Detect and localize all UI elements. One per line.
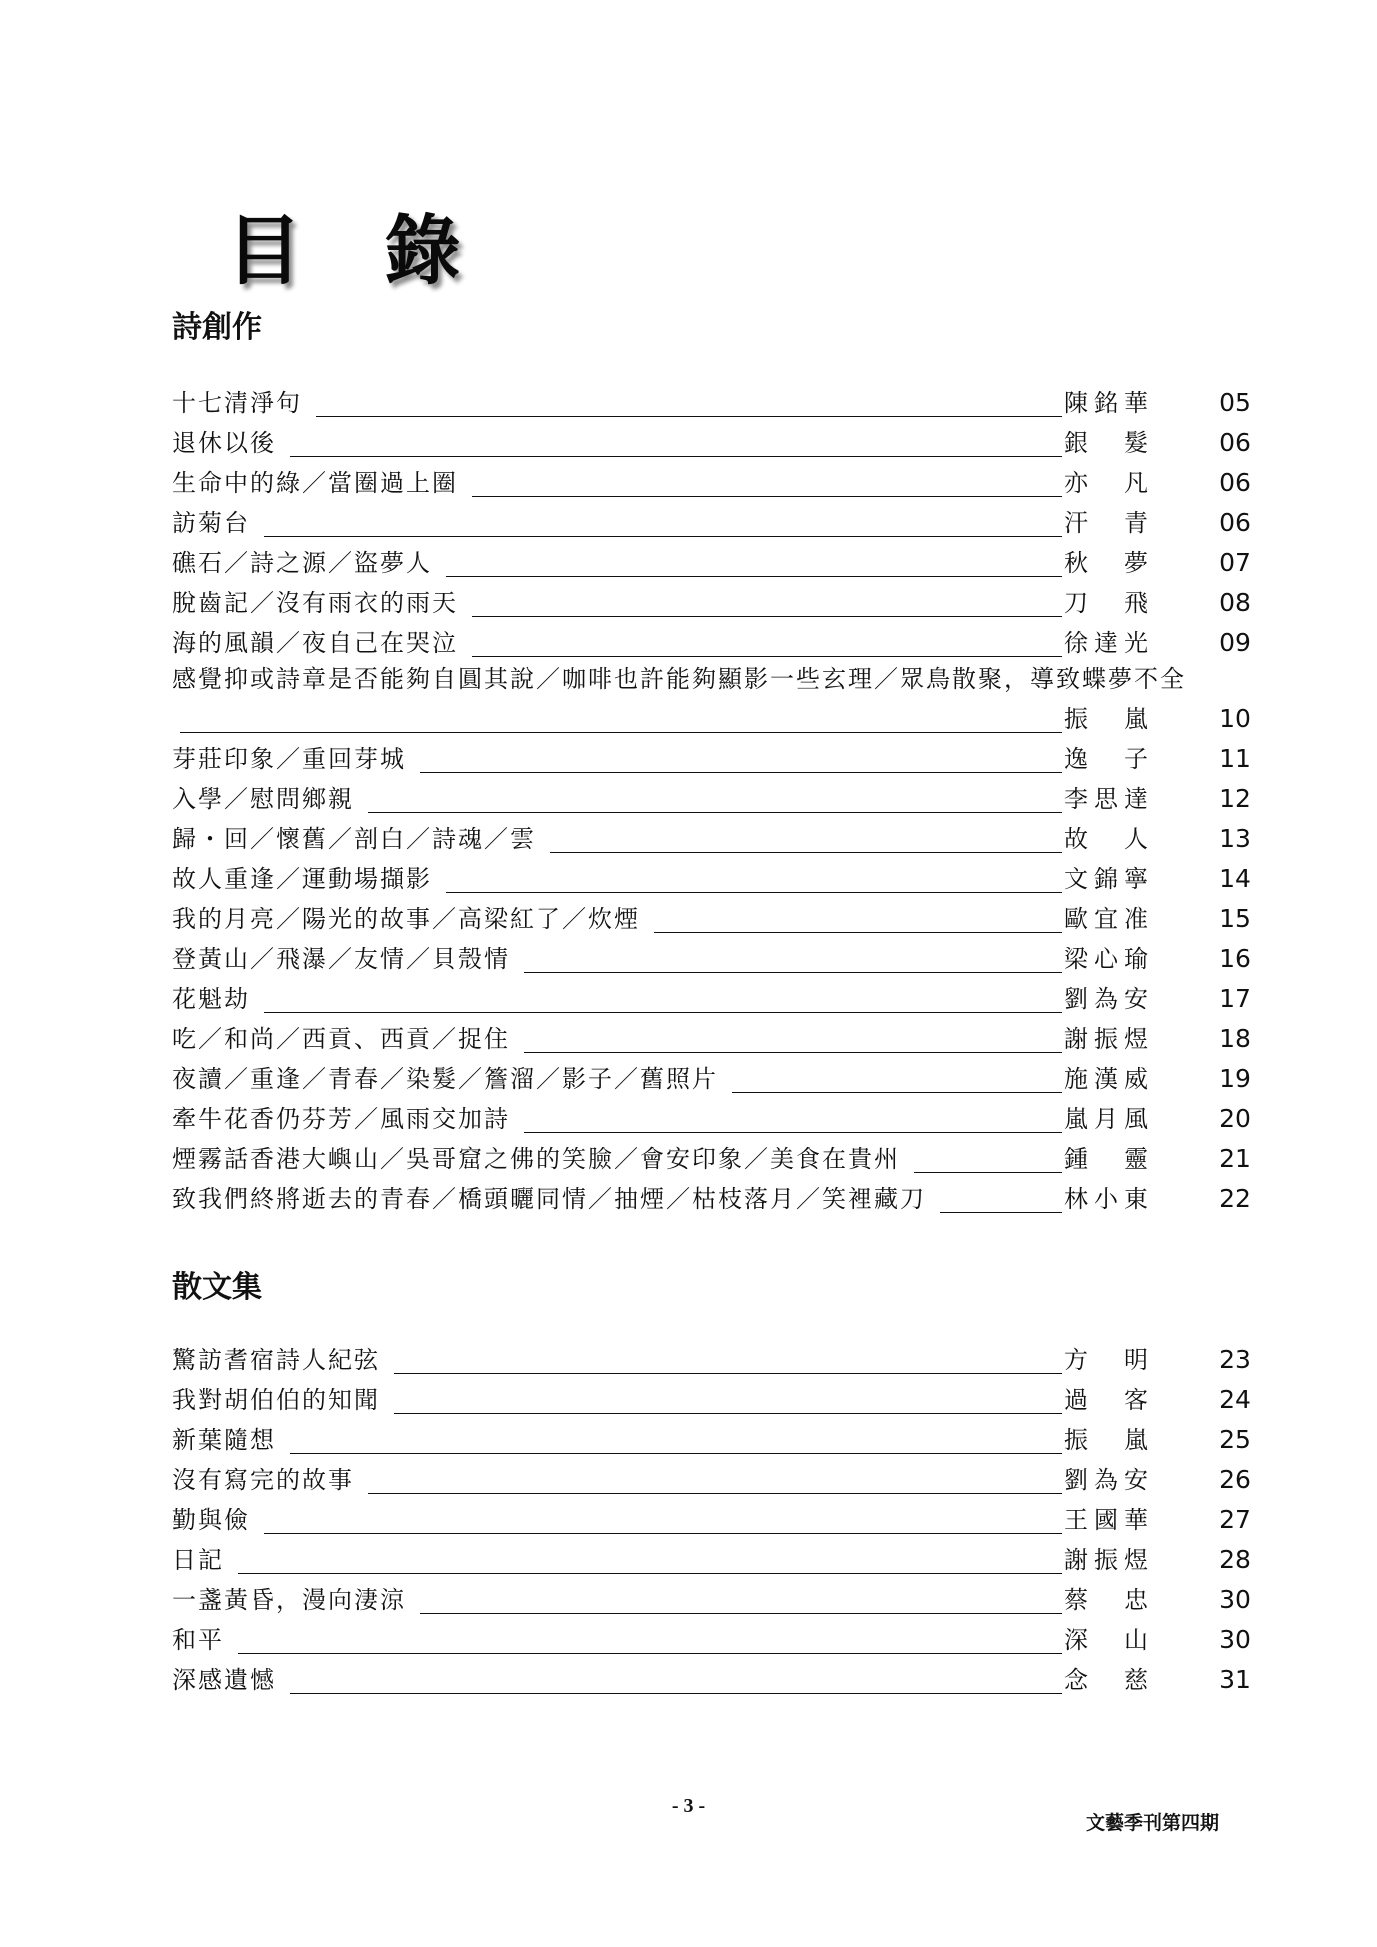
entry-title: 訪菊台 <box>172 503 264 543</box>
entry-page: 12 <box>1219 784 1251 813</box>
entry-title: 沒有寫完的故事 <box>172 1460 368 1500</box>
entry-page: 06 <box>1219 508 1251 537</box>
entry-title: 登黃山／飛瀑／友情／貝殼情 <box>172 939 524 979</box>
entry-page: 19 <box>1219 1064 1251 1093</box>
entry-author: 施漢威 <box>1064 1065 1148 1093</box>
entry-page: 23 <box>1219 1345 1251 1374</box>
entry-title: 生命中的綠／當圈過上圈 <box>172 463 472 503</box>
entry-title: 我對胡伯伯的知聞 <box>172 1380 394 1420</box>
entry-page: 11 <box>1219 744 1251 773</box>
entry-title: 花魁劫 <box>172 979 264 1019</box>
leader-line <box>172 1573 1062 1574</box>
entry-title: 入學／慰問鄉親 <box>172 779 368 819</box>
entry-page: 08 <box>1219 588 1251 617</box>
entry-author: 林小東 <box>1064 1185 1148 1213</box>
entry-author: 振 嵐 <box>1064 1426 1148 1454</box>
toc-entry[interactable] <box>172 779 1292 819</box>
entry-author: 念 慈 <box>1064 1666 1148 1694</box>
entry-title: 夜讀／重逢／青春／染髮／簷溜／影子／舊照片 <box>172 1059 732 1099</box>
toc-entry[interactable] <box>172 1099 1292 1139</box>
entry-title: 致我們終將逝去的青春／橋頭曬同情／抽煙／枯枝落月／笑裡藏刀 <box>172 1179 940 1219</box>
entry-author: 劉為安 <box>1064 1466 1148 1494</box>
toc-entry[interactable] <box>172 623 1292 663</box>
entry-title: 歸・回／懷舊／剖白／詩魂／雲 <box>172 819 550 859</box>
toc-entry[interactable] <box>172 1139 1292 1179</box>
entry-title: 十七清淨句 <box>172 383 316 423</box>
entry-page: 30 <box>1219 1625 1251 1654</box>
entry-page: 31 <box>1219 1665 1251 1694</box>
toc-entry[interactable] <box>172 819 1292 859</box>
entry-page: 24 <box>1219 1385 1251 1414</box>
toc-entry[interactable] <box>172 859 1292 899</box>
entry-author: 謝振煜 <box>1064 1025 1148 1053</box>
entry-title: 勤與儉 <box>172 1500 264 1540</box>
entry-page: 10 <box>1219 704 1251 733</box>
entry-title: 日記 <box>172 1540 238 1580</box>
entry-page: 05 <box>1219 388 1251 417</box>
toc-entry[interactable] <box>172 939 1292 979</box>
entry-title: 芽莊印象／重回芽城 <box>172 739 420 779</box>
entry-author: 秋 夢 <box>1064 549 1148 577</box>
entry-author: 文錦寧 <box>1064 865 1148 893</box>
toc-entry[interactable] <box>172 1380 1292 1420</box>
entry-title: 吃／和尚／西貢、西貢／捉住 <box>172 1019 524 1059</box>
entry-author: 刀 飛 <box>1064 589 1148 617</box>
entry-title: 故人重逢／運動場擷影 <box>172 859 446 899</box>
entry-page: 06 <box>1219 428 1251 457</box>
toc-entry[interactable] <box>172 665 1292 739</box>
entry-title: 牽牛花香仍芬芳／風雨交加詩 <box>172 1099 524 1139</box>
toc-entry[interactable] <box>172 1340 1292 1380</box>
entry-page: 13 <box>1219 824 1251 853</box>
entry-author: 歐宜准 <box>1064 905 1148 933</box>
toc-entry[interactable] <box>172 503 1292 543</box>
toc-entry[interactable] <box>172 739 1292 779</box>
entry-title: 我的月亮／陽光的故事／高梁紅了／炊煙 <box>172 899 654 939</box>
entry-page: 21 <box>1219 1144 1251 1173</box>
entry-author: 梁心瑜 <box>1064 945 1148 973</box>
section-heading-prose: 散文集 <box>172 1270 262 1305</box>
entry-page: 18 <box>1219 1024 1251 1053</box>
toc-entry[interactable] <box>172 1620 1292 1660</box>
toc-entry[interactable] <box>172 423 1292 463</box>
entry-page: 30 <box>1219 1585 1251 1614</box>
entry-author: 陳銘華 <box>1064 389 1148 417</box>
entry-page: 25 <box>1219 1425 1251 1454</box>
toc-entry[interactable] <box>172 1580 1292 1620</box>
section-heading-poetry: 詩創作 <box>172 310 262 345</box>
entry-page: 07 <box>1219 548 1251 577</box>
toc-entry[interactable] <box>172 1460 1292 1500</box>
entry-title: 海的風韻／夜自己在哭泣 <box>172 623 472 663</box>
entry-title: 感覺抑或詩章是否能夠自圓其說／咖啡也許能夠顯影一些玄理／眾鳥散聚，導致蝶夢不全 <box>172 659 1186 699</box>
entry-title: 和平 <box>172 1620 238 1660</box>
journal-name: 文藝季刊第四期 <box>1086 1812 1220 1834</box>
leader-line <box>172 1653 1062 1654</box>
toc-entry[interactable] <box>172 899 1292 939</box>
entry-author: 亦 凡 <box>1064 469 1148 497</box>
entry-title: 煙霧話香港大嶼山／吳哥窟之佛的笑臉／會安印象／美食在貴州 <box>172 1139 914 1179</box>
entry-author: 汗 青 <box>1064 509 1148 537</box>
toc-entry[interactable] <box>172 583 1292 623</box>
leader-line <box>172 536 1062 537</box>
leader-line <box>172 1453 1062 1454</box>
entry-author: 嵐月風 <box>1064 1105 1148 1133</box>
entry-author: 謝振煜 <box>1064 1546 1148 1574</box>
toc-entry[interactable] <box>172 543 1292 583</box>
entry-author: 徐達光 <box>1064 629 1148 657</box>
toc-entry[interactable] <box>172 979 1292 1019</box>
toc-entry[interactable] <box>172 463 1292 503</box>
entry-title: 驚訪耆宿詩人紀弦 <box>172 1340 394 1380</box>
toc-entry[interactable] <box>172 1179 1292 1219</box>
entry-title: 礁石／詩之源／盜夢人 <box>172 543 446 583</box>
entry-author: 振 嵐 <box>1064 705 1148 733</box>
leader-line <box>172 1693 1062 1694</box>
toc-entry[interactable] <box>172 1500 1292 1540</box>
entry-author: 逸 子 <box>1064 745 1148 773</box>
leader-line <box>172 456 1062 457</box>
entry-page: 28 <box>1219 1545 1251 1574</box>
entry-author: 過 客 <box>1064 1386 1148 1414</box>
entry-page: 15 <box>1219 904 1251 933</box>
toc-entry[interactable] <box>172 1540 1292 1580</box>
entry-title: 一盞黃昏，漫向淒涼 <box>172 1580 420 1620</box>
entry-page: 09 <box>1219 628 1251 657</box>
entry-author: 鍾 靈 <box>1064 1145 1148 1173</box>
entry-author: 深 山 <box>1064 1626 1148 1654</box>
entry-page: 22 <box>1219 1184 1251 1213</box>
entry-title: 脫齒記／沒有雨衣的雨天 <box>172 583 472 623</box>
entry-page: 16 <box>1219 944 1251 973</box>
entry-author: 故 人 <box>1064 825 1148 853</box>
toc-entry[interactable] <box>172 1420 1292 1460</box>
entry-author: 銀 髮 <box>1064 429 1148 457</box>
entry-page: 14 <box>1219 864 1251 893</box>
page-number: - 3 - <box>671 1795 706 1817</box>
entry-author: 李思達 <box>1064 785 1148 813</box>
leader-line <box>172 1012 1062 1013</box>
entry-page: 17 <box>1219 984 1251 1013</box>
entry-author: 王國華 <box>1064 1506 1148 1534</box>
page-title: 目 錄 <box>226 206 489 295</box>
entry-page: 27 <box>1219 1505 1251 1534</box>
entry-author: 劉為安 <box>1064 985 1148 1013</box>
entry-author: 方 明 <box>1064 1346 1148 1374</box>
entry-author: 蔡 忠 <box>1064 1586 1148 1614</box>
entry-page: 26 <box>1219 1465 1251 1494</box>
toc-entry[interactable] <box>172 383 1292 423</box>
entry-title: 退休以後 <box>172 423 290 463</box>
toc-entry[interactable] <box>172 1660 1292 1700</box>
entry-title: 新葉隨想 <box>172 1420 290 1460</box>
leader-line <box>172 1533 1062 1534</box>
toc-entry[interactable] <box>172 1019 1292 1059</box>
entry-page: 06 <box>1219 468 1251 497</box>
toc-entry[interactable] <box>172 1059 1292 1099</box>
leader-line <box>180 732 1062 733</box>
entry-title: 深感遺憾 <box>172 1660 290 1700</box>
entry-page: 20 <box>1219 1104 1251 1133</box>
